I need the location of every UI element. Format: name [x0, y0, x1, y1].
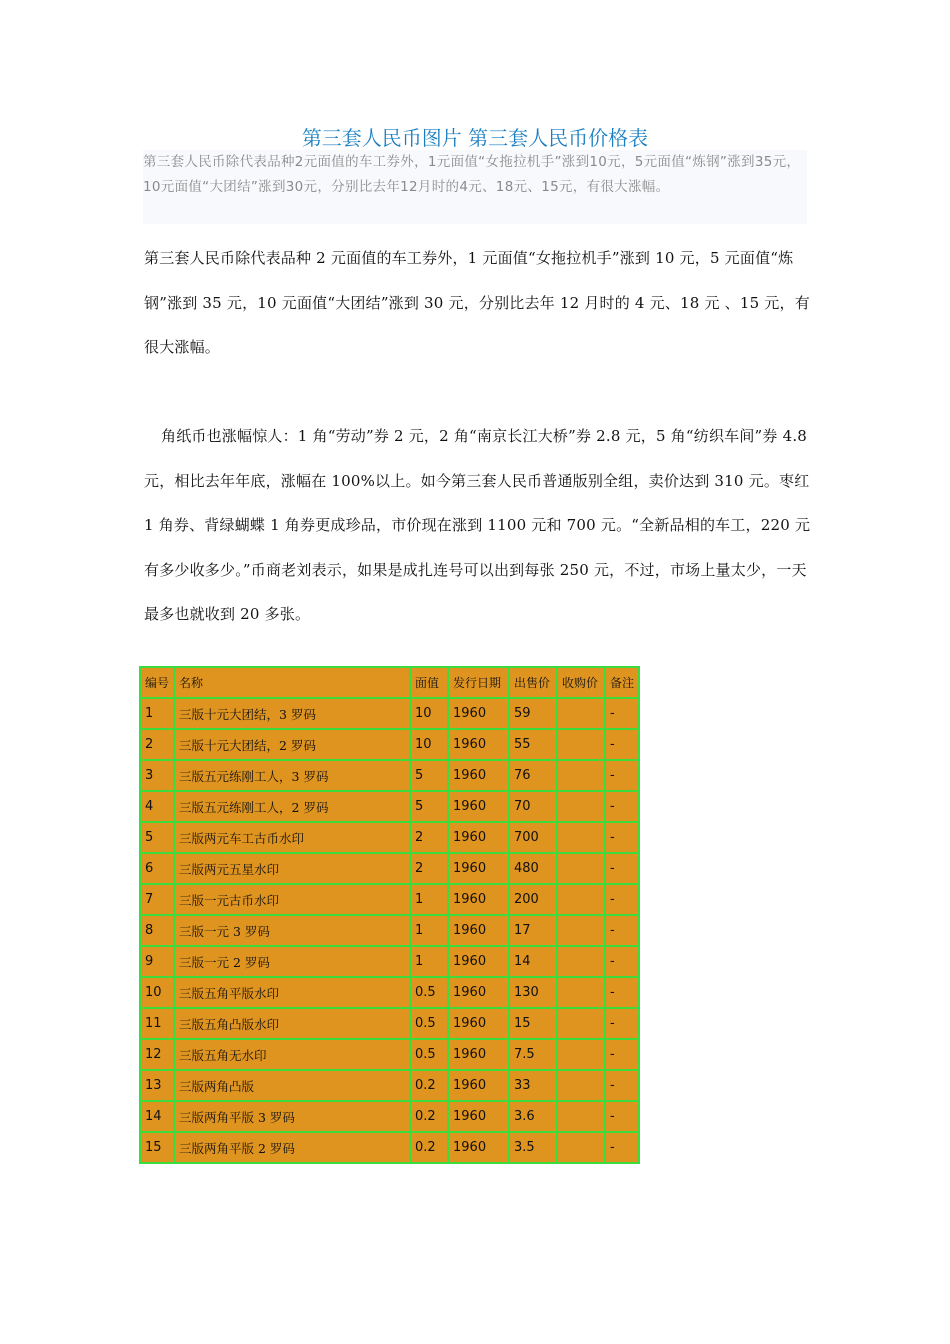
- summary-box: [143, 150, 807, 224]
- cell-sell-price: 15: [509, 1008, 557, 1039]
- cell-sell-price: 55: [509, 729, 557, 760]
- table-row: [140, 1070, 639, 1101]
- cell-name: 三版五角无水印: [174, 1039, 410, 1070]
- body-paragraph-2: 角纸币也涨幅惊人：1 角“劳动”券 2 元，2 角“南京长江大桥”券 2.8 元，5 角“纺织车间”券 4.8 元，相比去年年底，涨幅在 100%以上。如今第三套人民币普通版别全组，卖价达到 310 元。枣红 1 角券、背绿蝴蝶 1 角券更成珍品，市价现在涨到 1100 元和 700 元。“全新品相的车工，220 元有多少收多少。”币商老刘表示，如果是成扎连号可以出到每张 250 元，不过，市场上量太少，一天最多也就收到 20 多张。: [144, 427, 811, 623]
- table-header-row: [140, 667, 639, 698]
- cell-issue-date: 1960: [448, 1101, 509, 1132]
- cell-issue-date: 1960: [448, 946, 509, 977]
- cell-issue-date: 1960: [448, 791, 509, 822]
- cell-issue-date: 1960: [448, 1039, 509, 1070]
- cell-issue-date: 1960: [448, 1008, 509, 1039]
- cell-name: 三版五元练刚工人，2 罗码: [174, 791, 410, 822]
- cell-notes: -: [605, 884, 639, 915]
- cell-name: 三版一元 2 罗码: [174, 946, 410, 977]
- cell-notes: -: [605, 1132, 639, 1163]
- table-row: [140, 1039, 639, 1070]
- cell-denomination: 1: [410, 915, 448, 946]
- cell-id: 1: [140, 698, 174, 729]
- table-row: [140, 1132, 639, 1163]
- table-row: [140, 1008, 639, 1039]
- cell-sell-price: 7.5: [509, 1039, 557, 1070]
- cell-buy-price: [557, 822, 605, 853]
- cell-notes: -: [605, 853, 639, 884]
- cell-buy-price: [557, 698, 605, 729]
- page-title: 第三套人民币图片 第三套人民币价格表: [301, 126, 649, 150]
- cell-issue-date: 1960: [448, 915, 509, 946]
- cell-sell-price: 33: [509, 1070, 557, 1101]
- cell-id: 14: [140, 1101, 174, 1132]
- cell-sell-price: 700: [509, 822, 557, 853]
- table-row: [140, 1101, 639, 1132]
- cell-id: 2: [140, 729, 174, 760]
- cell-notes: -: [605, 1008, 639, 1039]
- cell-issue-date: 1960: [448, 822, 509, 853]
- cell-buy-price: [557, 946, 605, 977]
- cell-issue-date: 1960: [448, 853, 509, 884]
- table-row: [140, 915, 639, 946]
- summary-text: 第三套人民币除代表品种2元面值的车工券外，1元面值“女拖拉机手”涨到10元，5元面值“炼钢”涨到35元，10元面值“大团结”涨到30元，分别比去年12月时的4元、18元、15元，有很大涨幅。: [143, 154, 801, 195]
- header-cell-denomination: 面值: [410, 667, 448, 698]
- cell-name: 三版五元练刚工人，3 罗码: [174, 760, 410, 791]
- cell-issue-date: 1960: [448, 884, 509, 915]
- cell-buy-price: [557, 853, 605, 884]
- table-row: [140, 760, 639, 791]
- cell-denomination: 2: [410, 853, 448, 884]
- cell-name: 三版五角平版水印: [174, 977, 410, 1008]
- cell-denomination: 0.2: [410, 1070, 448, 1101]
- cell-buy-price: [557, 884, 605, 915]
- cell-denomination: 5: [410, 760, 448, 791]
- cell-buy-price: [557, 791, 605, 822]
- cell-notes: -: [605, 1101, 639, 1132]
- cell-notes: -: [605, 1039, 639, 1070]
- cell-id: 5: [140, 822, 174, 853]
- cell-name: 三版五角凸版水印: [174, 1008, 410, 1039]
- table-row: [140, 853, 639, 884]
- cell-notes: -: [605, 1070, 639, 1101]
- cell-id: 3: [140, 760, 174, 791]
- cell-issue-date: 1960: [448, 1070, 509, 1101]
- cell-notes: -: [605, 760, 639, 791]
- cell-buy-price: [557, 1039, 605, 1070]
- cell-id: 7: [140, 884, 174, 915]
- table-row: [140, 698, 639, 729]
- cell-name: 三版十元大团结，3 罗码: [174, 698, 410, 729]
- cell-name: 三版十元大团结，2 罗码: [174, 729, 410, 760]
- cell-sell-price: 200: [509, 884, 557, 915]
- cell-notes: -: [605, 977, 639, 1008]
- cell-sell-price: 17: [509, 915, 557, 946]
- price-table: [139, 666, 640, 1164]
- cell-sell-price: 3.5: [509, 1132, 557, 1163]
- cell-issue-date: 1960: [448, 760, 509, 791]
- cell-denomination: 0.5: [410, 1039, 448, 1070]
- cell-denomination: 10: [410, 698, 448, 729]
- cell-notes: -: [605, 791, 639, 822]
- cell-sell-price: 130: [509, 977, 557, 1008]
- cell-denomination: 0.5: [410, 1008, 448, 1039]
- cell-name: 三版两元车工古币水印: [174, 822, 410, 853]
- header-cell-notes: 备注: [605, 667, 639, 698]
- cell-buy-price: [557, 977, 605, 1008]
- cell-id: 10: [140, 977, 174, 1008]
- cell-notes: -: [605, 698, 639, 729]
- cell-id: 12: [140, 1039, 174, 1070]
- table-row: [140, 946, 639, 977]
- cell-notes: -: [605, 915, 639, 946]
- cell-issue-date: 1960: [448, 698, 509, 729]
- cell-issue-date: 1960: [448, 1132, 509, 1163]
- cell-issue-date: 1960: [448, 729, 509, 760]
- cell-sell-price: 70: [509, 791, 557, 822]
- cell-name: 三版两角凸版: [174, 1070, 410, 1101]
- cell-id: 4: [140, 791, 174, 822]
- cell-buy-price: [557, 1101, 605, 1132]
- cell-name: 三版一元古币水印: [174, 884, 410, 915]
- cell-name: 三版两元五星水印: [174, 853, 410, 884]
- cell-denomination: 0.2: [410, 1132, 448, 1163]
- header-cell-name: 名称: [174, 667, 410, 698]
- cell-sell-price: 480: [509, 853, 557, 884]
- cell-sell-price: 14: [509, 946, 557, 977]
- cell-issue-date: 1960: [448, 977, 509, 1008]
- header-cell-buy-price: 收购价: [557, 667, 605, 698]
- table-row: [140, 791, 639, 822]
- cell-id: 8: [140, 915, 174, 946]
- table-row: [140, 822, 639, 853]
- cell-denomination: 1: [410, 884, 448, 915]
- cell-buy-price: [557, 760, 605, 791]
- cell-name: 三版两角平版 2 罗码: [174, 1132, 410, 1163]
- cell-id: 9: [140, 946, 174, 977]
- table-row: [140, 884, 639, 915]
- cell-name: 三版一元 3 罗码: [174, 915, 410, 946]
- cell-denomination: 10: [410, 729, 448, 760]
- body-paragraph-1: 第三套人民币除代表品种 2 元面值的车工券外，1 元面值“女拖拉机手”涨到 10 元，5 元面值“炼钢”涨到 35 元，10 元面值“大团结”涨到 30 元，分别比去年 12 月时的 4 元、18 元 、15 元，有很大涨幅。: [144, 249, 810, 356]
- cell-denomination: 0.5: [410, 977, 448, 1008]
- cell-buy-price: [557, 915, 605, 946]
- cell-sell-price: 3.6: [509, 1101, 557, 1132]
- cell-denomination: 0.2: [410, 1101, 448, 1132]
- cell-notes: -: [605, 822, 639, 853]
- header-cell-id: 编号: [140, 667, 174, 698]
- cell-denomination: 5: [410, 791, 448, 822]
- cell-buy-price: [557, 1070, 605, 1101]
- cell-notes: -: [605, 729, 639, 760]
- cell-id: 6: [140, 853, 174, 884]
- cell-buy-price: [557, 1008, 605, 1039]
- cell-id: 15: [140, 1132, 174, 1163]
- header-cell-issue-date: 发行日期: [448, 667, 509, 698]
- cell-id: 13: [140, 1070, 174, 1101]
- cell-buy-price: [557, 1132, 605, 1163]
- cell-sell-price: 76: [509, 760, 557, 791]
- table-row: [140, 729, 639, 760]
- cell-denomination: 1: [410, 946, 448, 977]
- cell-sell-price: 59: [509, 698, 557, 729]
- cell-id: 11: [140, 1008, 174, 1039]
- cell-name: 三版两角平版 3 罗码: [174, 1101, 410, 1132]
- table-row: [140, 977, 639, 1008]
- header-cell-sell-price: 出售价: [509, 667, 557, 698]
- cell-denomination: 2: [410, 822, 448, 853]
- cell-notes: -: [605, 946, 639, 977]
- cell-buy-price: [557, 729, 605, 760]
